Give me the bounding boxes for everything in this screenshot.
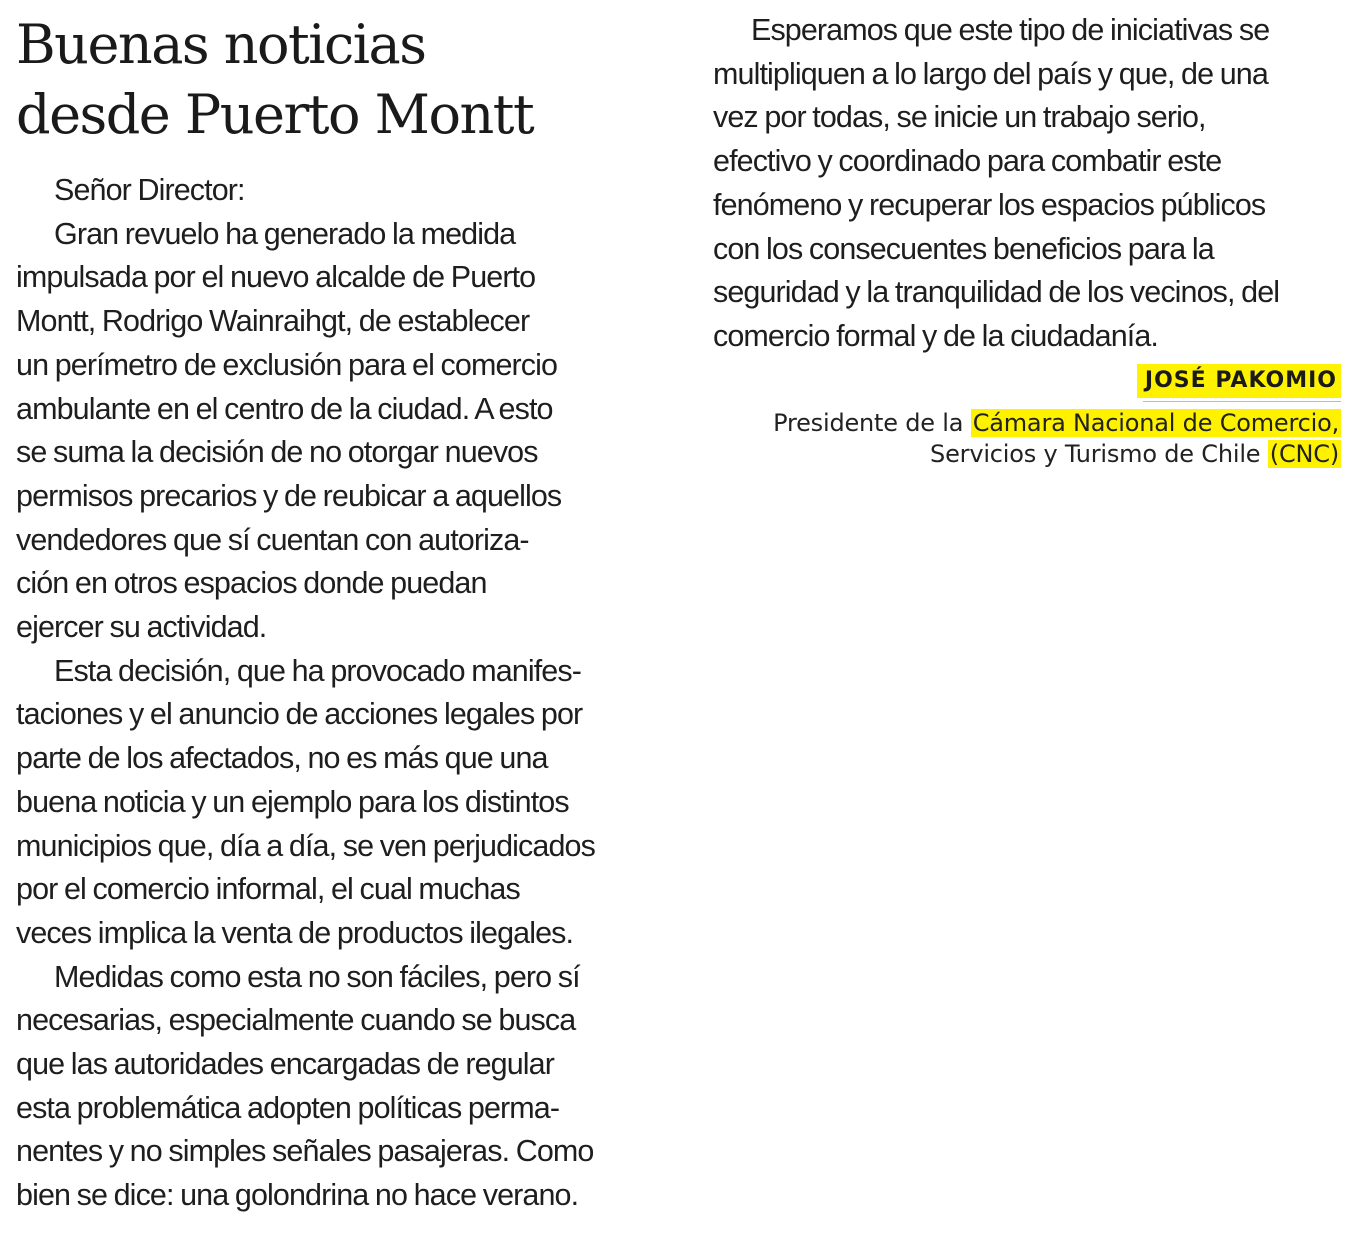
organization-acronym-highlight: (CNC) — [1269, 440, 1339, 468]
body-text-line: seguridad y la tranquilidad de los vecinos, del — [713, 275, 1280, 310]
body-text-line: permisos precarios y de reubicar a aquellos — [16, 478, 562, 513]
body-text-line: taciones y el anuncio de acciones legales por — [16, 697, 583, 732]
signature-block — [773, 364, 1341, 470]
body-text-line: vendedores que sí cuentan con autoriza- — [16, 522, 529, 557]
body-text-line: bien se dice: una golondrina no hace verano. — [16, 1178, 579, 1213]
author-title-text: Servicios y Turismo de Chile — [930, 440, 1268, 468]
body-text-line: Gran revuelo ha generado la medida — [54, 216, 516, 251]
body-text-line: ambulante en el centro de la ciudad. A esto — [16, 391, 553, 426]
body-text-line: por el comercio informal, el cual muchas — [16, 872, 520, 907]
body-text-line: necesarias, especialmente cuando se busca — [16, 1003, 576, 1038]
body-text-line: con los consecuentes beneficios para la — [713, 231, 1214, 266]
organization-highlight: Cámara Nacional de Comercio, — [972, 409, 1339, 437]
signature-divider — [1143, 401, 1341, 402]
headline-line: desde Puerto Montt — [16, 83, 534, 146]
body-text-line: ción en otros espacios donde puedan — [16, 566, 487, 601]
body-text-line: impulsada por el nuevo alcalde de Puerto — [16, 260, 536, 295]
body-text-line: Esperamos que este tipo de iniciativas se — [751, 13, 1270, 47]
body-text-line: Señor Director: — [54, 173, 245, 207]
body-text-line: Medidas como esta no son fáciles, pero sí — [54, 959, 580, 994]
body-text-line: se suma la decisión de no otorgar nuevos — [16, 435, 538, 470]
body-text-line: veces implica la venta de productos ilegales. — [16, 915, 574, 950]
body-text-line: un perímetro de exclusión para el comercio — [16, 347, 558, 382]
author-title — [773, 408, 1341, 470]
right-column — [713, 9, 1353, 359]
author-name: JOSÉ PAKOMIO — [1137, 364, 1341, 398]
body-text-line: vez por todas, se inicie un trabajo serio, — [713, 100, 1206, 135]
body-text-line: Montt, Rodrigo Wainraihgt, de establecer — [16, 304, 530, 339]
headline — [16, 10, 636, 150]
body-text-line: nentes y no simples señales pasajeras. Como — [16, 1134, 594, 1169]
body-text-line: parte de los afectados, no es más que una — [16, 741, 548, 776]
body-text-line: ejercer su actividad. — [16, 610, 267, 645]
body-text-line: municipios que, día a día, se ven perjudicados — [16, 828, 595, 863]
body-text-line: buena noticia y un ejemplo para los distintos — [16, 784, 569, 819]
body-text-line: comercio formal y de la ciudadanía. — [713, 318, 1158, 353]
left-column — [16, 169, 676, 1218]
body-text-line: esta problemática adopten políticas perma- — [16, 1090, 560, 1125]
author-title-line — [773, 408, 1341, 439]
author-title-text: Presidente de la — [773, 409, 971, 437]
body-text-line: Esta decisión, que ha provocado manifes- — [54, 653, 581, 688]
body-text-line: efectivo y coordinado para combatir este — [713, 144, 1222, 179]
body-text-line: que las autoridades encargadas de regular — [16, 1047, 555, 1082]
body-text-line: multipliquen a lo largo del país y que, de una — [713, 56, 1268, 91]
body-text-line: fenómeno y recuperar los espacios públicos — [713, 187, 1266, 222]
author-title-line — [773, 439, 1341, 470]
headline-line: Buenas noticias — [16, 13, 426, 76]
